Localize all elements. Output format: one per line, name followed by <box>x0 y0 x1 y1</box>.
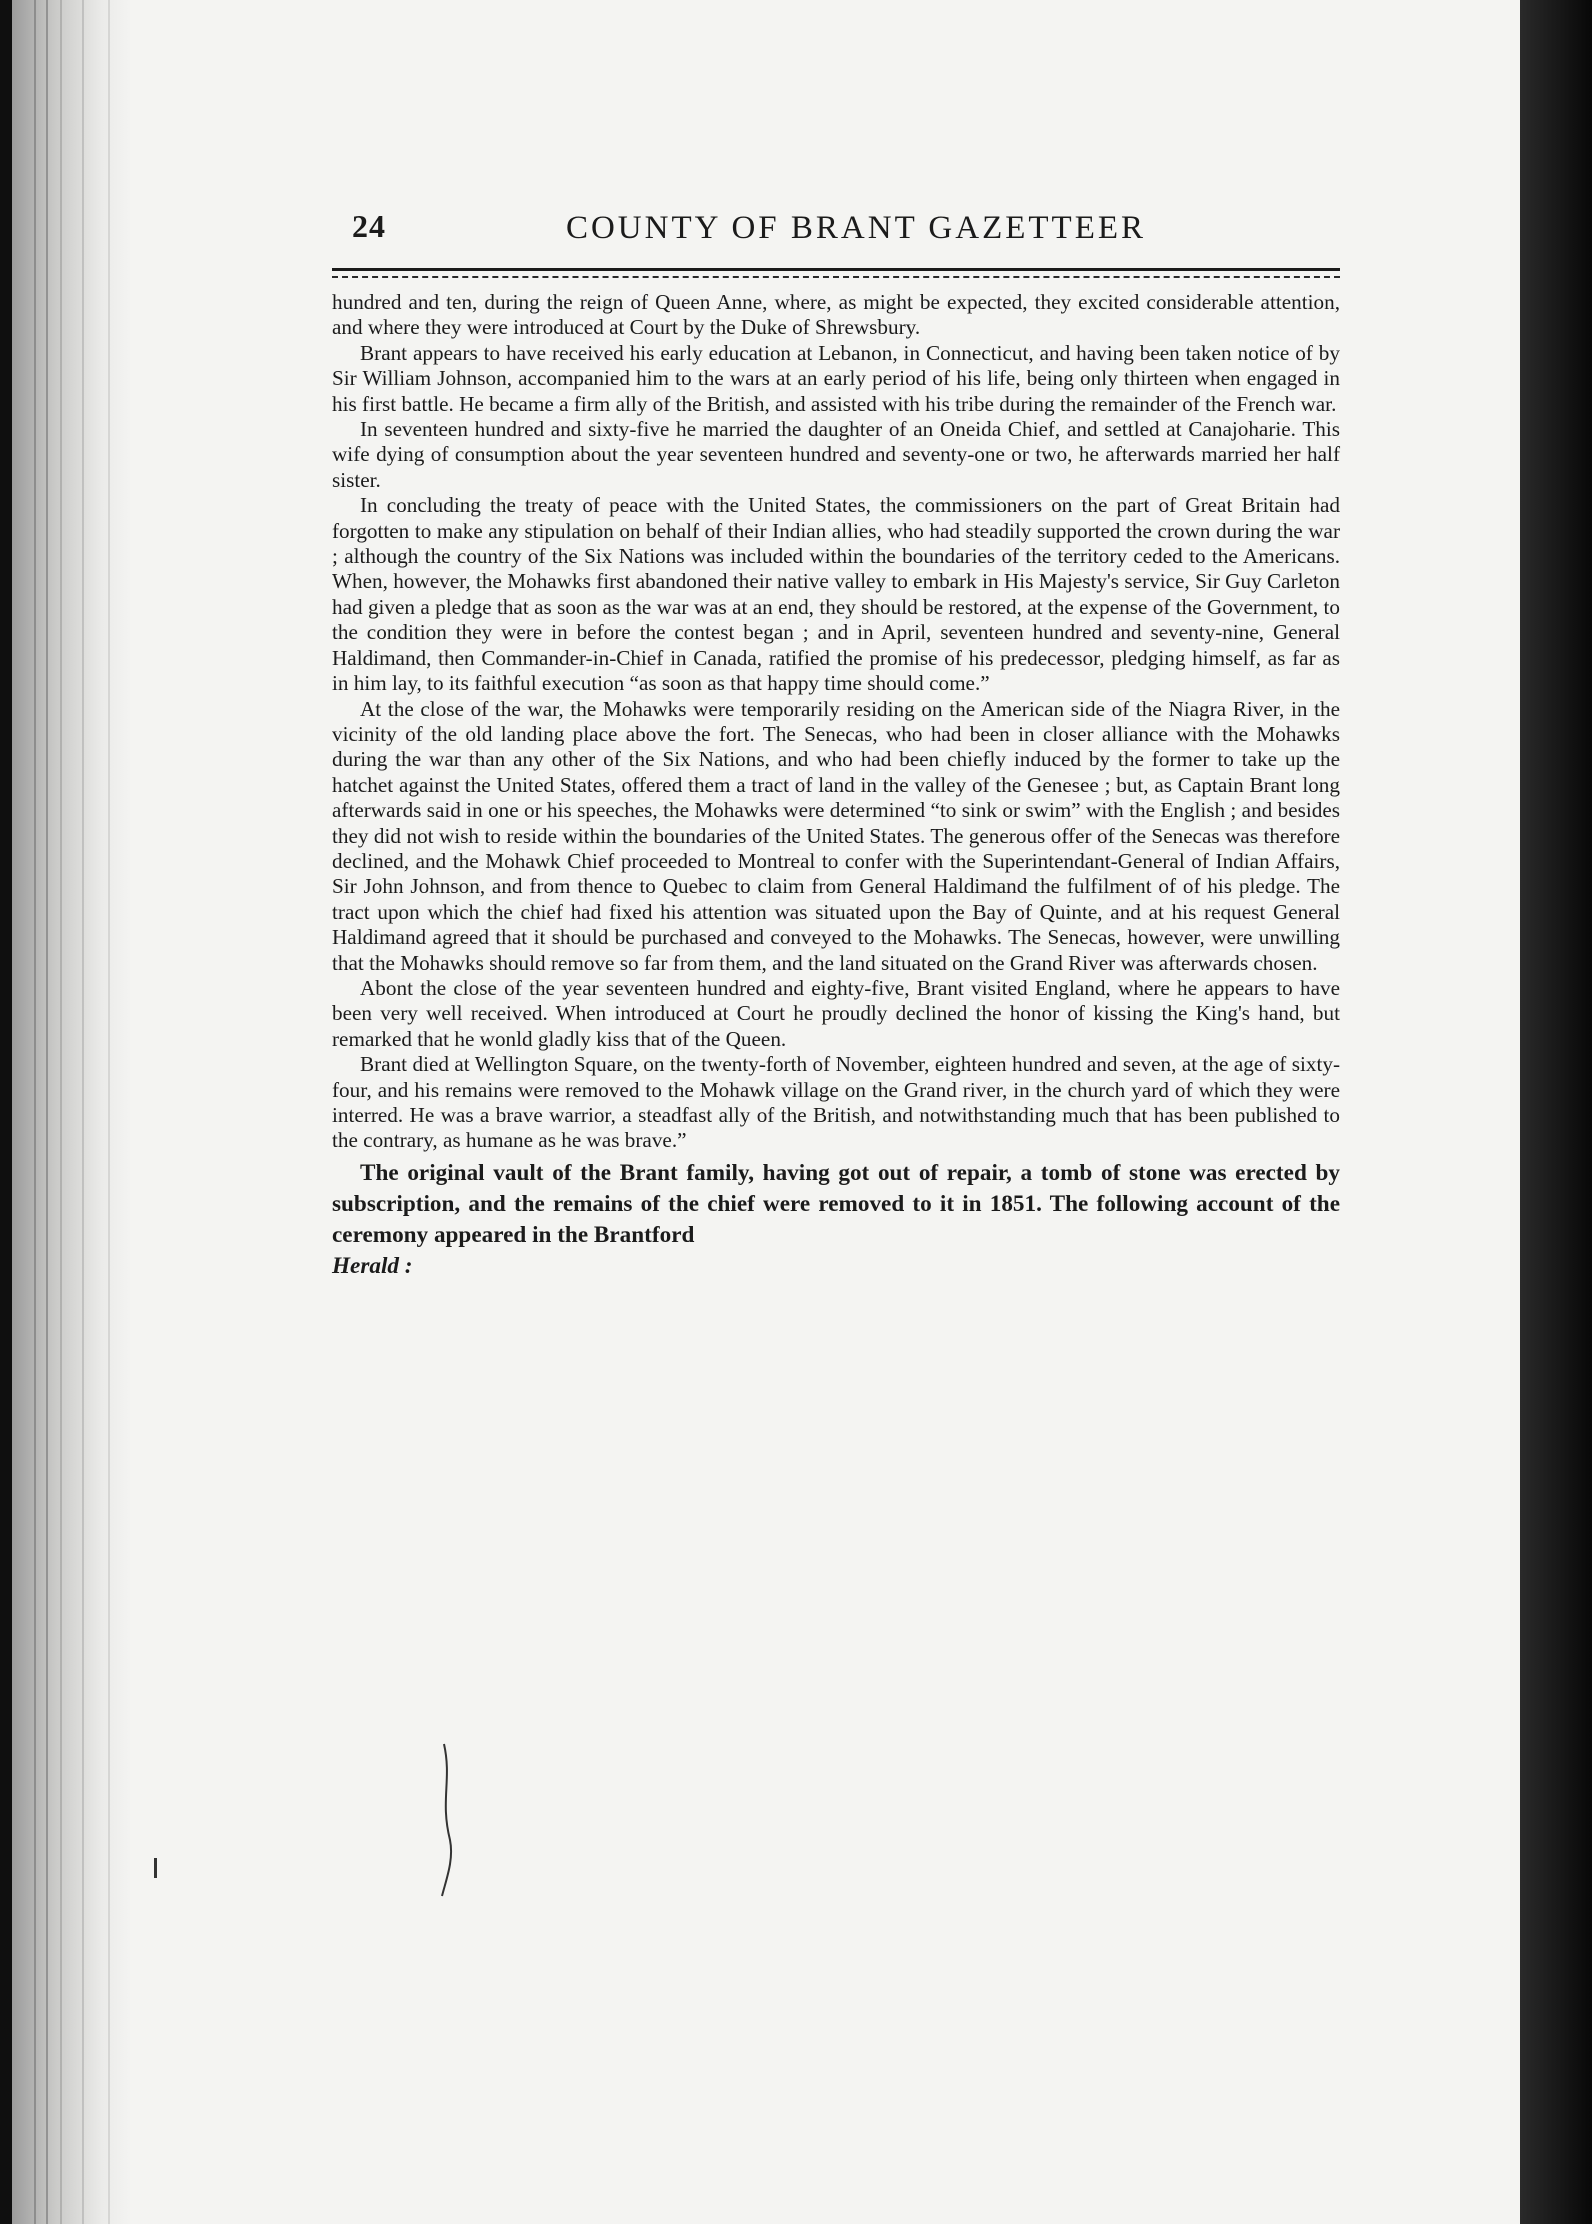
spine-line <box>34 0 36 2224</box>
paragraph: Brant died at Wellington Square, on the twenty-forth of November, eighteen hundred and seven, at the age of sixty-four, and his remains were removed to the Mohawk village on the Grand river, in the church yard of which they were interred. He was a brave warrior, a steadfast ally of the British, and notwithstanding much that has been published to the contrary, as humane as he was brave.” <box>332 1052 1340 1153</box>
paragraph: In seventeen hundred and sixty-five he married the daughter of an Oneida Chief, and settled at Canajoharie. This wife dying of consumption about the year seventeen hundred and seventy-one or two, he afterwards married her half sister. <box>332 417 1340 492</box>
running-title: COUNTY OF BRANT GAZETTEER <box>565 210 1147 246</box>
header-rule-dashed <box>332 276 1340 278</box>
page-number: 24 <box>352 208 386 244</box>
page-content <box>332 208 1340 1282</box>
spine-shadow <box>12 0 132 2224</box>
pencil-mark-icon <box>432 1740 472 1900</box>
header-rule <box>332 268 1340 271</box>
paragraph: At the close of the war, the Mohawks were temporarily residing on the American side of the Niagra River, in the vicinity of the old landing place above the fort. The Senecas, who had been in closer alliance with the Mohawks during the war than any other of the Six Nations, and who had been chiefly induced by the former to take up the hatchet against the United States, offered them a tract of land in the valley of the Genesee ; but, as Captain Brant long afterwards said in one or his speeches, the Mohawks were determined “to sink or swim” with the English ; and besides they did not wish to reside within the boundaries of the United States. The generous offer of the Senecas was therefore declined, and the Mohawk Chief proceeded to Montreal to confer with the Superintendant-General of Indian Affairs, Sir John Johnson, and from thence to Quebec to claim from General Haldimand the fulfilment of of his pledge. The tract upon which the chief had fixed his attention was situated upon the Bay of Quinte, and at his request General Haldimand agreed that it should be purchased and conveyed to the Mohawks. The Senecas, however, were unwilling that the Mohawks should remove so far from them, and the land situated on the Grand River was afterwards chosen. <box>332 696 1340 975</box>
scan-speck <box>154 1858 157 1878</box>
closing-paragraph-italic: Herald : <box>332 1252 413 1279</box>
paragraph: hundred and ten, during the reign of Queen Anne, where, as might be expected, they excited considerable attention, and where they were introduced at Court by the Duke of Shrewsbury. <box>332 290 1340 340</box>
book-page <box>12 0 1520 2224</box>
page-edge-shadow <box>1520 0 1592 2224</box>
spine-line <box>108 0 110 2224</box>
closing-paragraph-text: The original vault of the Brant family, having got out of repair, a tomb of stone was erected by subscription, and the remains of the chief were removed to it in 1851. The following account of the ceremony appeared in the Brantford <box>332 1159 1340 1248</box>
spine-line <box>46 0 48 2224</box>
spine-line <box>60 0 62 2224</box>
spine-line <box>82 0 84 2224</box>
body-text <box>332 290 1340 1282</box>
paragraph: Brant appears to have received his early education at Lebanon, in Connecticut, and having been taken notice of by Sir William Johnson, accompanied him to the wars at an early period of his life, being only thirteen when engaged in his first battle. He became a firm ally of the British, and assisted with his tribe during the remainder of the French war. <box>332 340 1340 416</box>
paragraph: Abont the close of the year seventeen hundred and eighty-five, Brant visited England, where he appears to have been very well received. When introduced at Court he proudly declined the honor of kissing the King's hand, but remarked that he wonld gladly kiss that of the Queen. <box>332 975 1340 1051</box>
running-head <box>332 208 1340 262</box>
closing-paragraph <box>332 1158 1340 1282</box>
paragraph: In concluding the treaty of peace with the United States, the commissioners on the part of Great Britain had forgotten to make any stipulation on behalf of their Indian allies, who had steadily supported the crown during the war ; although the country of the Six Nations was included within the boundaries of the territory ceded to the Americans. When, however, the Mohawks first abandoned their native valley to embark in His Majesty's service, Sir Guy Carleton had given a pledge that as soon as the war was at an end, they should be restored, at the expense of the Government, to the condition they were in before the contest began ; and in April, seventeen hundred and seventy-nine, General Haldimand, then Commander-in-Chief in Canada, ratified the promise of his predecessor, pledging himself, as far as in him lay, to its faithful execution “as soon as that happy time should come.” <box>332 493 1340 696</box>
